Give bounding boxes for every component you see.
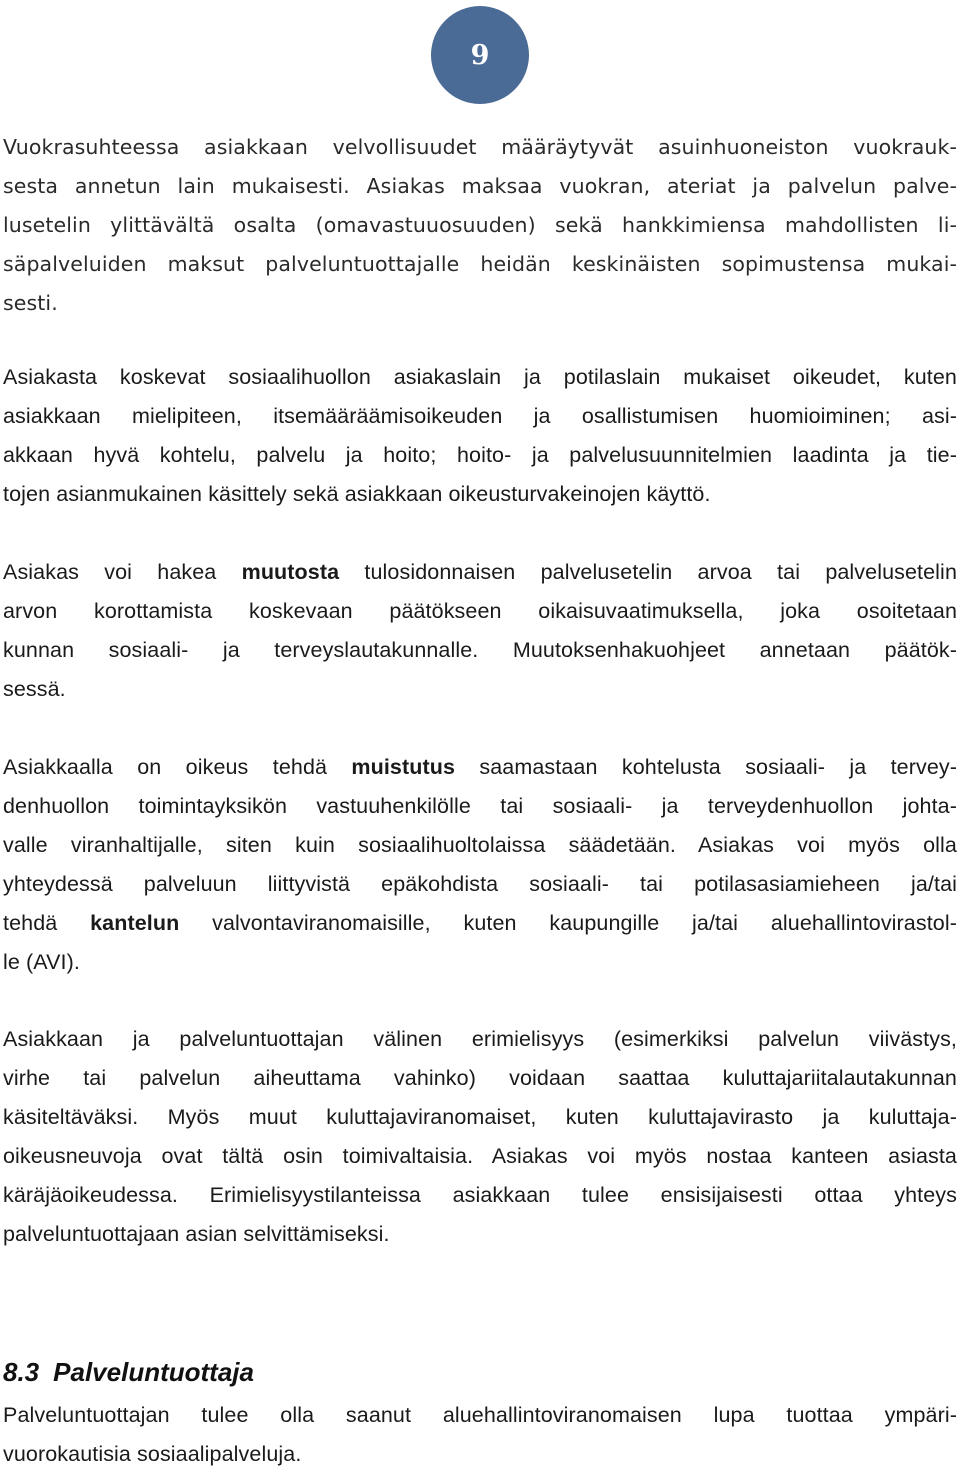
text-line: valle viranhaltijalle, siten kuin sosiaalihuoltolaissa säädetään. Asiakas voi myös olla xyxy=(3,833,957,857)
text-line: Asiakasta koskevat sosiaalihuollon asiakaslain ja potilaslain mukaiset oikeudet, kuten xyxy=(3,365,957,389)
paragraph-service-provider xyxy=(3,1396,957,1474)
text-line: Asiakkaan ja palveluntuottajan välinen erimielisyys (esimerkiksi palvelun viivästys, xyxy=(3,1027,957,1051)
text-span: valvontaviranomaisille, kuten kaupungille ja/tai aluehallintovirastol- xyxy=(179,911,957,935)
text-line xyxy=(3,904,957,943)
text-line: arvon korottamista koskevaan päätökseen oikaisuvaatimuksella, joka osoitetaan xyxy=(3,599,957,623)
section-title: Palveluntuottaja xyxy=(53,1357,254,1387)
text-line xyxy=(3,553,957,592)
bold-keyword-muutosta: muutosta xyxy=(241,560,340,584)
text-line: Vuokrasuhteessa asiakkaan velvollisuudet määräytyvät asuinhuoneiston vuokrauk- xyxy=(3,135,957,159)
text-line: vuorokautisia sosiaalipalveluja. xyxy=(3,1442,302,1466)
text-line: sesta annetun lain mukaisesti. Asiakas maksaa vuokran, ateriat ja palvelun palve- xyxy=(3,174,957,198)
text-line: säpalveluiden maksut palveluntuottajalle heidän keskinäisten sopimustensa mukai- xyxy=(3,252,957,276)
text-span: saamastaan kohtelusta sosiaali- ja tervey- xyxy=(455,755,957,779)
text-line xyxy=(3,748,957,787)
text-line: lusetelin ylittävältä osalta (omavastuuosuuden) sekä hankkimiensa mahdollisten li- xyxy=(3,213,957,237)
text-line: asiakkaan mielipiteen, itsemääräämisoikeuden ja osallistumisen huomioiminen; asi- xyxy=(3,404,957,428)
text-line: le (AVI). xyxy=(3,950,80,974)
text-line: Palveluntuottajan tulee olla saanut aluehallintoviranomaisen lupa tuottaa ympäri- xyxy=(3,1403,957,1427)
text-line: yhteydessä palveluun liittyvistä epäkohdista sosiaali- tai potilasasiamieheen ja/tai xyxy=(3,872,957,896)
paragraph-disputes xyxy=(3,1020,957,1254)
text-line: palveluntuottajaan asian selvittämiseksi. xyxy=(3,1222,390,1246)
paragraph-complaint xyxy=(3,748,957,982)
section-heading xyxy=(3,1352,254,1392)
text-span: Asiakkaalla on oikeus tehdä xyxy=(3,755,352,779)
text-line: käsiteltäväksi. Myös muut kuluttajaviranomaiset, kuten kuluttajavirasto ja kuluttaja- xyxy=(3,1105,957,1129)
paragraph-tenancy-obligations xyxy=(3,128,957,323)
bold-keyword-muistutus: muistutus xyxy=(351,755,456,779)
text-line: tojen asianmukainen käsittely sekä asiakkaan oikeusturvakeinojen käyttö. xyxy=(3,482,711,506)
bold-keyword-kantelun: kantelun xyxy=(90,911,180,935)
text-line: denhuollon toimintayksikön vastuuhenkilölle tai sosiaali- ja terveydenhuollon johta- xyxy=(3,794,957,818)
text-line: virhe tai palvelun aiheuttama vahinko) voidaan saattaa kuluttajariitalautakunnan xyxy=(3,1066,957,1090)
paragraph-client-rights xyxy=(3,358,957,514)
text-line: sesti. xyxy=(3,291,58,315)
page-number-badge xyxy=(431,6,529,104)
text-line: sessä. xyxy=(3,677,66,701)
text-line: akkaan hyvä kohtelu, palvelu ja hoito; hoito- ja palvelusuunnitelmien laadinta ja tie- xyxy=(3,443,957,467)
text-line: oikeusneuvoja ovat tältä osin toimivaltaisia. Asiakas voi myös nostaa kanteen asiasta xyxy=(3,1144,957,1168)
paragraph-appeal xyxy=(3,553,957,709)
text-line: käräjäoikeudessa. Erimielisyystilanteissa asiakkaan tulee ensisijaisesti ottaa yhteys xyxy=(3,1183,957,1207)
text-span: tulosidonnaisen palvelusetelin arvoa tai palvelusetelin xyxy=(339,560,957,584)
text-line: kunnan sosiaali- ja terveyslautakunnalle. Muutoksenhakuohjeet annetaan päätök- xyxy=(3,638,957,662)
text-span: Asiakas voi hakea xyxy=(3,560,242,584)
page-number: 9 xyxy=(470,39,490,71)
section-number: 8.3 xyxy=(3,1357,40,1387)
text-span: tehdä xyxy=(3,911,91,935)
